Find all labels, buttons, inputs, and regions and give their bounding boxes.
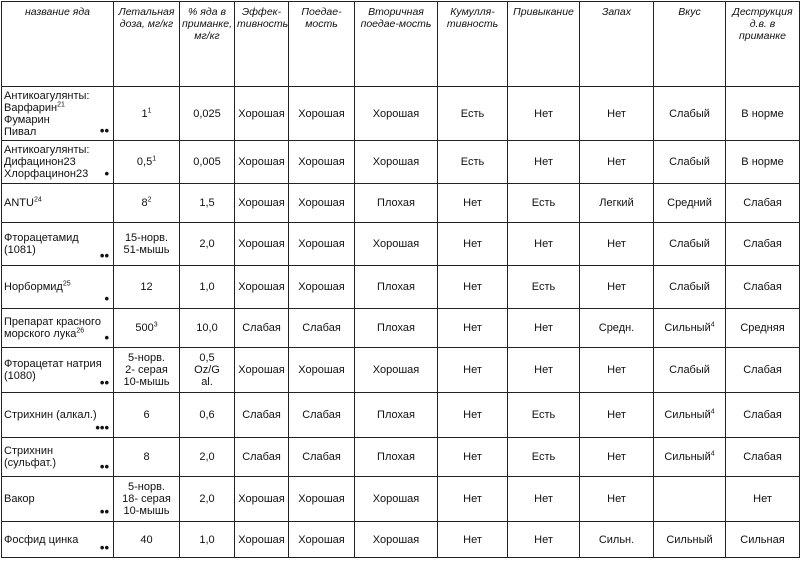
destruction: Слабая <box>726 223 800 266</box>
table-row <box>2 438 800 477</box>
habituation: Нет <box>508 309 580 348</box>
habituation: Есть <box>508 393 580 438</box>
lethal-dose-line: 2- серая <box>125 364 168 376</box>
eatability: Хорошая <box>289 184 355 223</box>
cumulativity: Нет <box>438 348 508 393</box>
destruction: Слабая <box>726 184 800 223</box>
efficiency: Хорошая <box>235 266 289 309</box>
footnote-ref: 24 <box>33 196 42 204</box>
table-row <box>2 522 800 558</box>
taste-value: Сильный <box>664 322 711 334</box>
header-efficiency: Эффек-тивность <box>235 2 289 87</box>
poison-name <box>2 477 114 522</box>
lethal-dose <box>114 184 180 223</box>
lethal-dose <box>114 266 180 309</box>
footnote-ref: 21 <box>57 100 65 108</box>
cumulativity: Есть <box>438 141 508 184</box>
taste <box>654 522 726 558</box>
efficiency: Хорошая <box>235 522 289 558</box>
footnote-ref: 1 <box>152 155 157 163</box>
smell: Нет <box>580 87 654 141</box>
table-row <box>2 309 800 348</box>
poison-name-line: (1081) <box>4 244 36 256</box>
bait-percent-line: 0,5 <box>199 352 215 364</box>
taste-value: Слабый <box>669 281 710 293</box>
eatability: Хорошая <box>289 87 355 141</box>
smell: Нет <box>580 223 654 266</box>
habituation: Нет <box>508 522 580 558</box>
habituation: Нет <box>508 87 580 141</box>
header-taste: Вкус <box>654 2 726 87</box>
header-smell: Запах <box>580 2 654 87</box>
eatability: Хорошая <box>289 522 355 558</box>
table-row <box>2 477 800 522</box>
header-secondary-eatability: Вторичная поедае-мость <box>355 2 438 87</box>
secondary-eatability: Хорошая <box>355 477 438 522</box>
poison-name-line: Антикоагулянты: <box>4 144 90 156</box>
lethal-dose <box>114 522 180 558</box>
poison-name <box>2 393 114 438</box>
eatability: Хорошая <box>289 348 355 393</box>
poison-name-line: Стрихнин <box>4 445 54 457</box>
toxicity-dots: •• <box>99 375 109 390</box>
smell: Нет <box>580 266 654 309</box>
taste <box>654 266 726 309</box>
habituation: Есть <box>508 184 580 223</box>
bait-percent: 2,0 <box>180 438 235 477</box>
bait-percent: 1,0 <box>180 522 235 558</box>
poison-name-line: Фторацетамид <box>4 232 79 244</box>
toxicity-dots: • <box>104 330 109 345</box>
lethal-dose <box>114 87 180 141</box>
footnote-ref: 4 <box>710 321 715 329</box>
toxicity-dots: •• <box>99 540 109 555</box>
bait-percent: 1,5 <box>180 184 235 223</box>
lethal-dose <box>114 393 180 438</box>
taste <box>654 141 726 184</box>
smell: Сильн. <box>580 522 654 558</box>
habituation: Нет <box>508 477 580 522</box>
efficiency: Хорошая <box>235 223 289 266</box>
destruction: В норме <box>726 87 800 141</box>
secondary-eatability: Плохая <box>355 393 438 438</box>
taste-value: Слабый <box>669 364 710 376</box>
habituation: Есть <box>508 266 580 309</box>
secondary-eatability: Плохая <box>355 309 438 348</box>
cumulativity: Нет <box>438 223 508 266</box>
header-destruction: Деструкция д.в. в приманке <box>726 2 800 87</box>
efficiency: Слабая <box>235 309 289 348</box>
taste-value: Средний <box>667 197 712 209</box>
toxicity-dots: •• <box>99 459 109 474</box>
table-row <box>2 87 800 141</box>
poison-name-line: Пивал <box>4 125 37 138</box>
table-row <box>2 266 800 309</box>
toxicity-dots: •• <box>99 504 109 519</box>
poison-name-line: Норбормид$^{25}$ <box>4 280 71 293</box>
eatability: Хорошая <box>289 141 355 184</box>
footnote-ref: 4 <box>710 408 715 416</box>
secondary-eatability: Плохая <box>355 184 438 223</box>
lethal-dose <box>114 223 180 266</box>
poison-name <box>2 184 114 223</box>
cumulativity: Нет <box>438 438 508 477</box>
cumulativity: Нет <box>438 309 508 348</box>
taste <box>654 223 726 266</box>
footnote-ref: 1 <box>147 106 152 114</box>
lethal-dose <box>114 477 180 522</box>
header-habituation: Привыкание <box>508 2 580 87</box>
poison-name <box>2 223 114 266</box>
table-row <box>2 348 800 393</box>
smell: Нет <box>580 477 654 522</box>
habituation: Есть <box>508 438 580 477</box>
header-cumulativity: Кумулля-тивность <box>438 2 508 87</box>
poison-name <box>2 348 114 393</box>
smell: Средн. <box>580 309 654 348</box>
poison-name-line: Хлорфацинон23 <box>4 168 89 180</box>
poison-name <box>2 522 114 558</box>
taste-value: Сильный <box>666 533 713 546</box>
lethal-dose <box>114 438 180 477</box>
smell: Нет <box>580 348 654 393</box>
header-eatability: Поедае-мость <box>289 2 355 87</box>
destruction: Слабая <box>726 393 800 438</box>
destruction: В норме <box>726 141 800 184</box>
lethal-dose-line: 5-норв. <box>128 481 165 493</box>
poison-name-line: Стрихнин (алкал.) <box>4 409 97 421</box>
cumulativity: Нет <box>438 393 508 438</box>
taste <box>654 477 726 522</box>
footnote-ref: 3 <box>153 321 158 329</box>
poison-name-line: ANTU$^{24}$ <box>4 196 42 209</box>
lethal-dose-line: 18- серая <box>122 493 171 505</box>
lethal-dose-line: 5-норв. <box>128 352 165 364</box>
efficiency: Хорошая <box>235 141 289 184</box>
toxicity-dots: • <box>104 291 109 306</box>
lethal-dose-value: 8 <box>143 451 150 463</box>
bait-percent: 10,0 <box>180 309 235 348</box>
eatability: Слабая <box>289 309 355 348</box>
efficiency: Слабая <box>235 438 289 477</box>
header-name: название яда <box>2 2 114 87</box>
poison-name-line: Вакор <box>4 493 35 505</box>
secondary-eatability: Хорошая <box>355 348 438 393</box>
toxicity-dots: •• <box>99 123 109 138</box>
taste <box>654 348 726 393</box>
lethal-dose-line: 51-мышь <box>123 244 170 256</box>
secondary-eatability: Плохая <box>355 266 438 309</box>
taste-value: Слабый <box>669 238 710 250</box>
efficiency: Хорошая <box>235 184 289 223</box>
habituation: Нет <box>508 223 580 266</box>
destruction: Средняя <box>726 309 800 348</box>
efficiency: Хорошая <box>235 477 289 522</box>
lethal-dose <box>114 141 180 184</box>
poison-name-line: Антикоагулянты: <box>4 89 90 102</box>
bait-percent: 0,6 <box>180 393 235 438</box>
poison-name <box>2 438 114 477</box>
lethal-dose-value: 12 <box>140 281 153 293</box>
footnote-ref: 2 <box>147 196 152 204</box>
habituation: Нет <box>508 348 580 393</box>
poison-name <box>2 141 114 184</box>
habituation: Нет <box>508 141 580 184</box>
lethal-dose-value: 1 <box>141 107 148 120</box>
poison-name-line: Фосфид цинка <box>4 533 79 546</box>
table-body <box>2 87 800 558</box>
lethal-dose-line: 10-мышь <box>123 376 170 388</box>
destruction: Сильная <box>726 522 800 558</box>
destruction: Слабая <box>726 266 800 309</box>
secondary-eatability: Хорошая <box>355 87 438 141</box>
taste <box>654 309 726 348</box>
footnote-ref: 26 <box>76 327 85 335</box>
eatability: Хорошая <box>289 223 355 266</box>
poison-name-line: морского лука$^{26}$ <box>4 327 85 340</box>
poison-name-line: Фумарин <box>4 113 50 126</box>
header-row <box>2 2 800 87</box>
bait-percent <box>180 348 235 393</box>
poison-name-line: (сульфат.) <box>4 457 57 469</box>
poison-name-line: Варфарин$^{21}$ <box>4 100 65 114</box>
footnote-ref: 25 <box>62 280 71 288</box>
cumulativity: Нет <box>438 266 508 309</box>
poison-name-line: Фторацетат натрия <box>4 358 102 370</box>
table-row <box>2 393 800 438</box>
lethal-dose <box>114 348 180 393</box>
table-row <box>2 141 800 184</box>
lethal-dose <box>114 309 180 348</box>
lethal-dose-value: 0,5 <box>136 156 153 168</box>
bait-percent: 2,0 <box>180 223 235 266</box>
eatability: Хорошая <box>289 477 355 522</box>
lethal-dose-line: 10-мышь <box>123 505 170 517</box>
bait-percent: 0,005 <box>180 141 235 184</box>
taste-value: Слабый <box>669 156 710 168</box>
cumulativity: Нет <box>438 522 508 558</box>
header-lethal-dose: Летальная доза, мг/кг <box>114 2 180 87</box>
destruction: Нет <box>726 477 800 522</box>
secondary-eatability: Хорошая <box>355 522 438 558</box>
lethal-dose-value: 500 <box>135 322 154 334</box>
taste <box>654 393 726 438</box>
taste-value: Слабый <box>669 107 710 120</box>
smell: Нет <box>580 393 654 438</box>
header-bait-percent: % яда в приманке, мг/кг <box>180 2 235 87</box>
poison-name-line: Дифацинон23 <box>4 156 76 168</box>
taste <box>654 184 726 223</box>
destruction: Слабая <box>726 348 800 393</box>
eatability: Хорошая <box>289 266 355 309</box>
bait-percent: 0,025 <box>180 87 235 141</box>
taste-value: Сильный <box>664 409 711 421</box>
bait-percent: 2,0 <box>180 477 235 522</box>
bait-percent-line: Oz/G <box>194 364 220 376</box>
poison-name <box>2 309 114 348</box>
eatability: Слабая <box>289 438 355 477</box>
poison-name-line: (1080) <box>4 370 36 382</box>
table-row <box>2 184 800 223</box>
eatability: Слабая <box>289 393 355 438</box>
poison-name <box>2 266 114 309</box>
smell: Легкий <box>580 184 654 223</box>
toxicity-dots: ••• <box>95 420 109 435</box>
taste <box>654 87 726 141</box>
cumulativity: Нет <box>438 477 508 522</box>
bait-percent: 1,0 <box>180 266 235 309</box>
lethal-dose-value: 6 <box>143 409 150 421</box>
poison-name-line: Препарат красного <box>4 316 101 328</box>
taste <box>654 438 726 477</box>
efficiency: Хорошая <box>235 87 289 141</box>
toxicity-dots: • <box>104 166 109 181</box>
smell: Нет <box>580 438 654 477</box>
poison-name <box>2 87 114 141</box>
cumulativity: Есть <box>438 87 508 141</box>
lethal-dose-value: 40 <box>140 533 153 546</box>
lethal-dose-line: 15-норв. <box>124 232 169 244</box>
efficiency: Слабая <box>235 393 289 438</box>
secondary-eatability: Хорошая <box>355 223 438 266</box>
toxicity-dots: •• <box>99 248 109 263</box>
bait-percent-line: al. <box>201 376 213 388</box>
smell: Нет <box>580 141 654 184</box>
efficiency: Хорошая <box>235 348 289 393</box>
lethal-dose-value: 8 <box>141 197 148 209</box>
secondary-eatability: Плохая <box>355 438 438 477</box>
cumulativity: Нет <box>438 184 508 223</box>
poison-comparison-table <box>1 1 800 558</box>
secondary-eatability: Хорошая <box>355 141 438 184</box>
footnote-ref: 4 <box>710 450 715 458</box>
destruction: Слабая <box>726 438 800 477</box>
taste-value: Сильный <box>664 451 711 463</box>
table-row <box>2 223 800 266</box>
